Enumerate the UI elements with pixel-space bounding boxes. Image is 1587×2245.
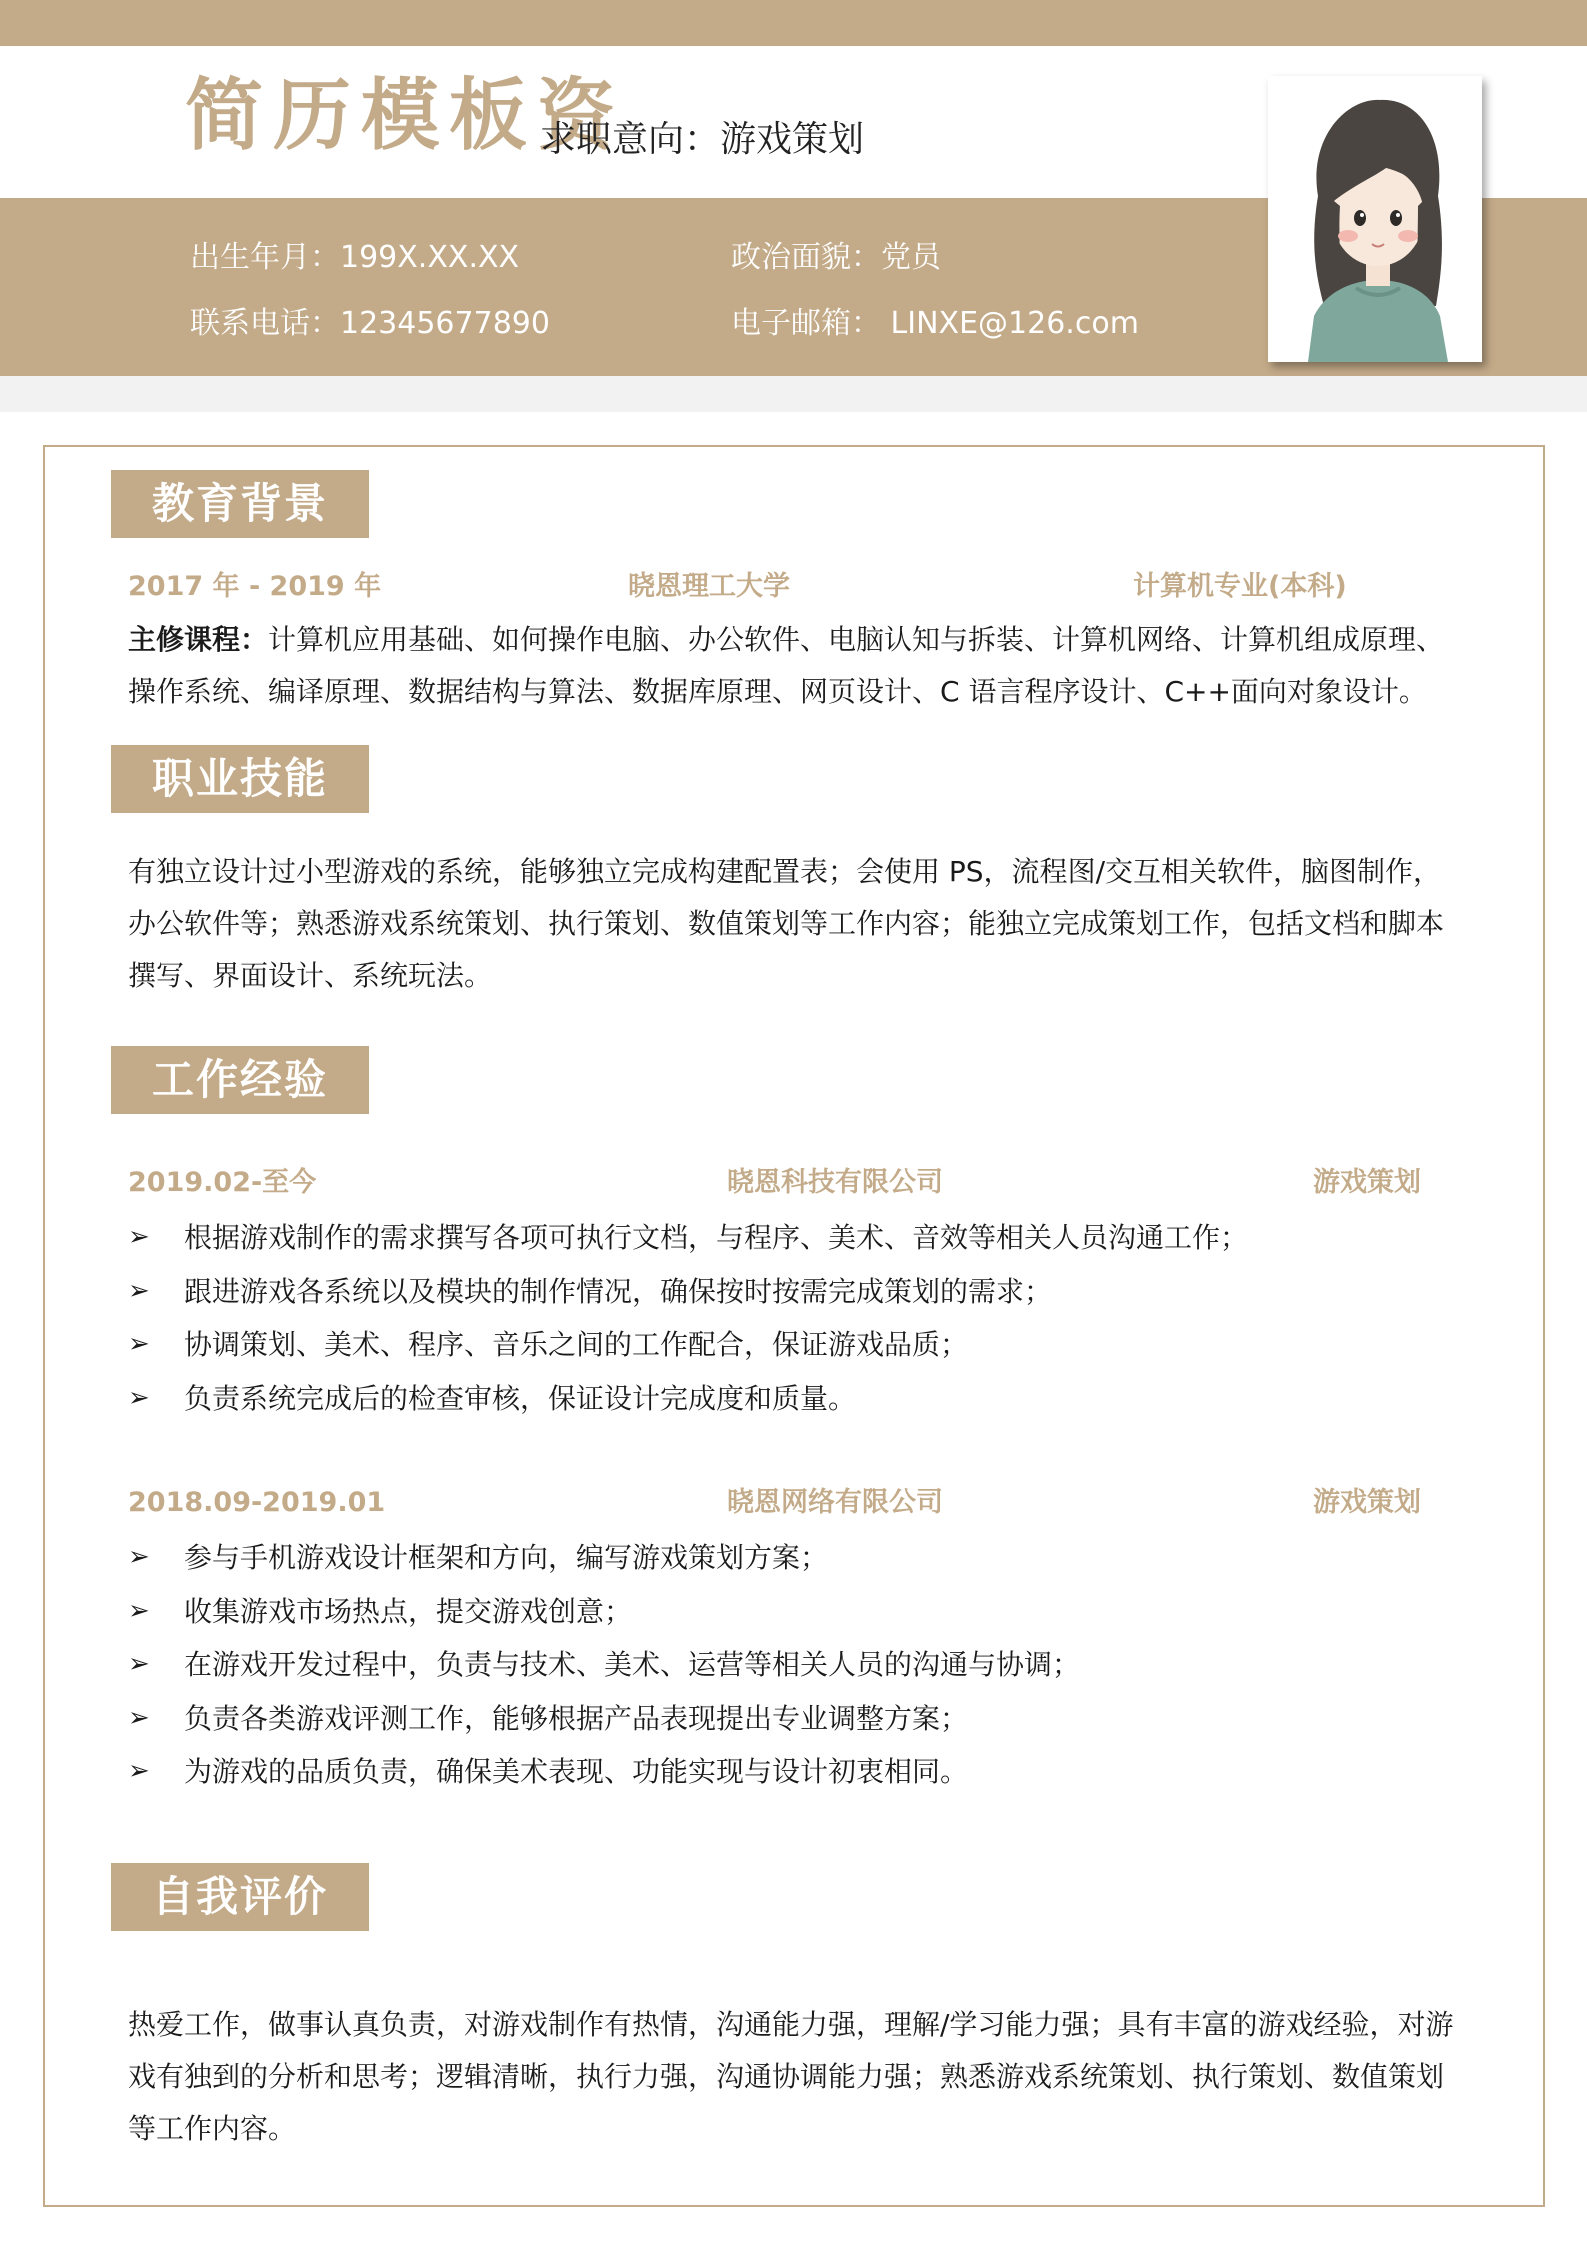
job-period: 2019.02-至今 <box>128 1167 317 1198</box>
job-role: 游戏策划 <box>1313 1487 1421 1518</box>
list-item: ➢ 根据游戏制作的需求撰写各项可执行文档，与程序、美术、音效等相关人员沟通工作； <box>128 1211 1468 1265</box>
phone-number: 联系电话：12345677890 <box>190 306 550 341</box>
header-top-strip <box>0 0 1587 46</box>
section-title-skills: 职业技能 <box>111 745 369 813</box>
job-period: 2018.09-2019.01 <box>128 1487 386 1518</box>
section-title-work: 工作经验 <box>111 1046 369 1114</box>
list-item: ➢ 负责各类游戏评测工作，能够根据产品表现提出专业调整方案； <box>128 1692 1468 1746</box>
courses-text: 计算机应用基础、如何操作电脑、办公软件、电脑认知与拆装、计算机网络、计算机组成原理、操作系统、编译原理、数据结构与算法、数据库原理、网页设计、C 语言程序设计、C++面向对象设计。 <box>128 623 1445 708</box>
arrow-bullet-icon: ➢ <box>128 1275 150 1306</box>
skills-text: 有独立设计过小型游戏的系统，能够独立完成构建配置表；会使用 PS，流程图/交互相关软件，脑图制作，办公软件等；熟悉游戏系统策划、执行策划、数值策划等工作内容；能独立完成策划工作，包括文档和脚本撰写、界面设计、系统玩法。 <box>128 855 1445 992</box>
list-item: ➢ 负责系统完成后的检查审核，保证设计完成度和质量。 <box>128 1372 1468 1426</box>
arrow-bullet-icon: ➢ <box>128 1222 150 1252</box>
list-item: ➢ 收集游戏市场热点，提交游戏创意； <box>128 1585 1468 1639</box>
job-intent: 求职意向：游戏策划 <box>540 119 865 160</box>
header-grey-band <box>0 376 1587 412</box>
arrow-bullet-icon: ➢ <box>128 1382 150 1413</box>
profile-photo <box>1268 76 1482 362</box>
job-duties-list <box>128 1211 1468 1425</box>
list-item: ➢ 在游戏开发过程中，负责与技术、美术、运营等相关人员的沟通与协调； <box>128 1638 1468 1692</box>
birth-date: 出生年月：199X.XX.XX <box>190 240 520 275</box>
arrow-bullet-icon: ➢ <box>128 1329 150 1359</box>
arrow-bullet-icon: ➢ <box>128 1702 150 1733</box>
avatar-illustration <box>1268 76 1482 362</box>
political-status: 政治面貌：党员 <box>731 240 941 275</box>
list-item: ➢ 参与手机游戏设计框架和方向，编写游戏策划方案； <box>128 1531 1468 1585</box>
list-item: ➢ 跟进游戏各系统以及模块的制作情况，确保按时按需完成策划的需求； <box>128 1265 1468 1319</box>
education-courses <box>128 614 1468 718</box>
job-role: 游戏策划 <box>1313 1167 1421 1198</box>
email-address: 电子邮箱： LINXE@126.com <box>731 306 1139 341</box>
section-title-education: 教育背景 <box>111 470 369 538</box>
list-item: ➢ 协调策划、美术、程序、音乐之间的工作配合，保证游戏品质； <box>128 1318 1468 1372</box>
education-major: 计算机专业(本科) <box>1133 571 1347 602</box>
section-title-self-eval: 自我评价 <box>111 1863 369 1931</box>
resume-title: 简历模板资 <box>185 71 626 161</box>
job-company: 晓恩网络有限公司 <box>727 1487 943 1518</box>
education-period: 2017 年 - 2019 年 <box>128 571 382 602</box>
arrow-bullet-icon: ➢ <box>128 1595 150 1626</box>
self-eval-text: 热爱工作，做事认真负责，对游戏制作有热情，沟通能力强，理解/学习能力强；具有丰富的游戏经验，对游戏有独到的分析和思考；逻辑清晰，执行力强，沟通协调能力强；熟悉游戏系统策划、执行策划、数值策划等工作内容。 <box>128 2008 1454 2145</box>
arrow-bullet-icon: ➢ <box>128 1649 150 1679</box>
education-school: 晓恩理工大学 <box>628 571 790 602</box>
courses-label: 主修课程： <box>128 623 269 656</box>
list-item: ➢ 为游戏的品质负责，确保美术表现、功能实现与设计初衷相同。 <box>128 1745 1468 1799</box>
job-company: 晓恩科技有限公司 <box>727 1167 943 1198</box>
job-duties-list <box>128 1531 1468 1799</box>
arrow-bullet-icon: ➢ <box>128 1542 150 1572</box>
arrow-bullet-icon: ➢ <box>128 1756 150 1786</box>
